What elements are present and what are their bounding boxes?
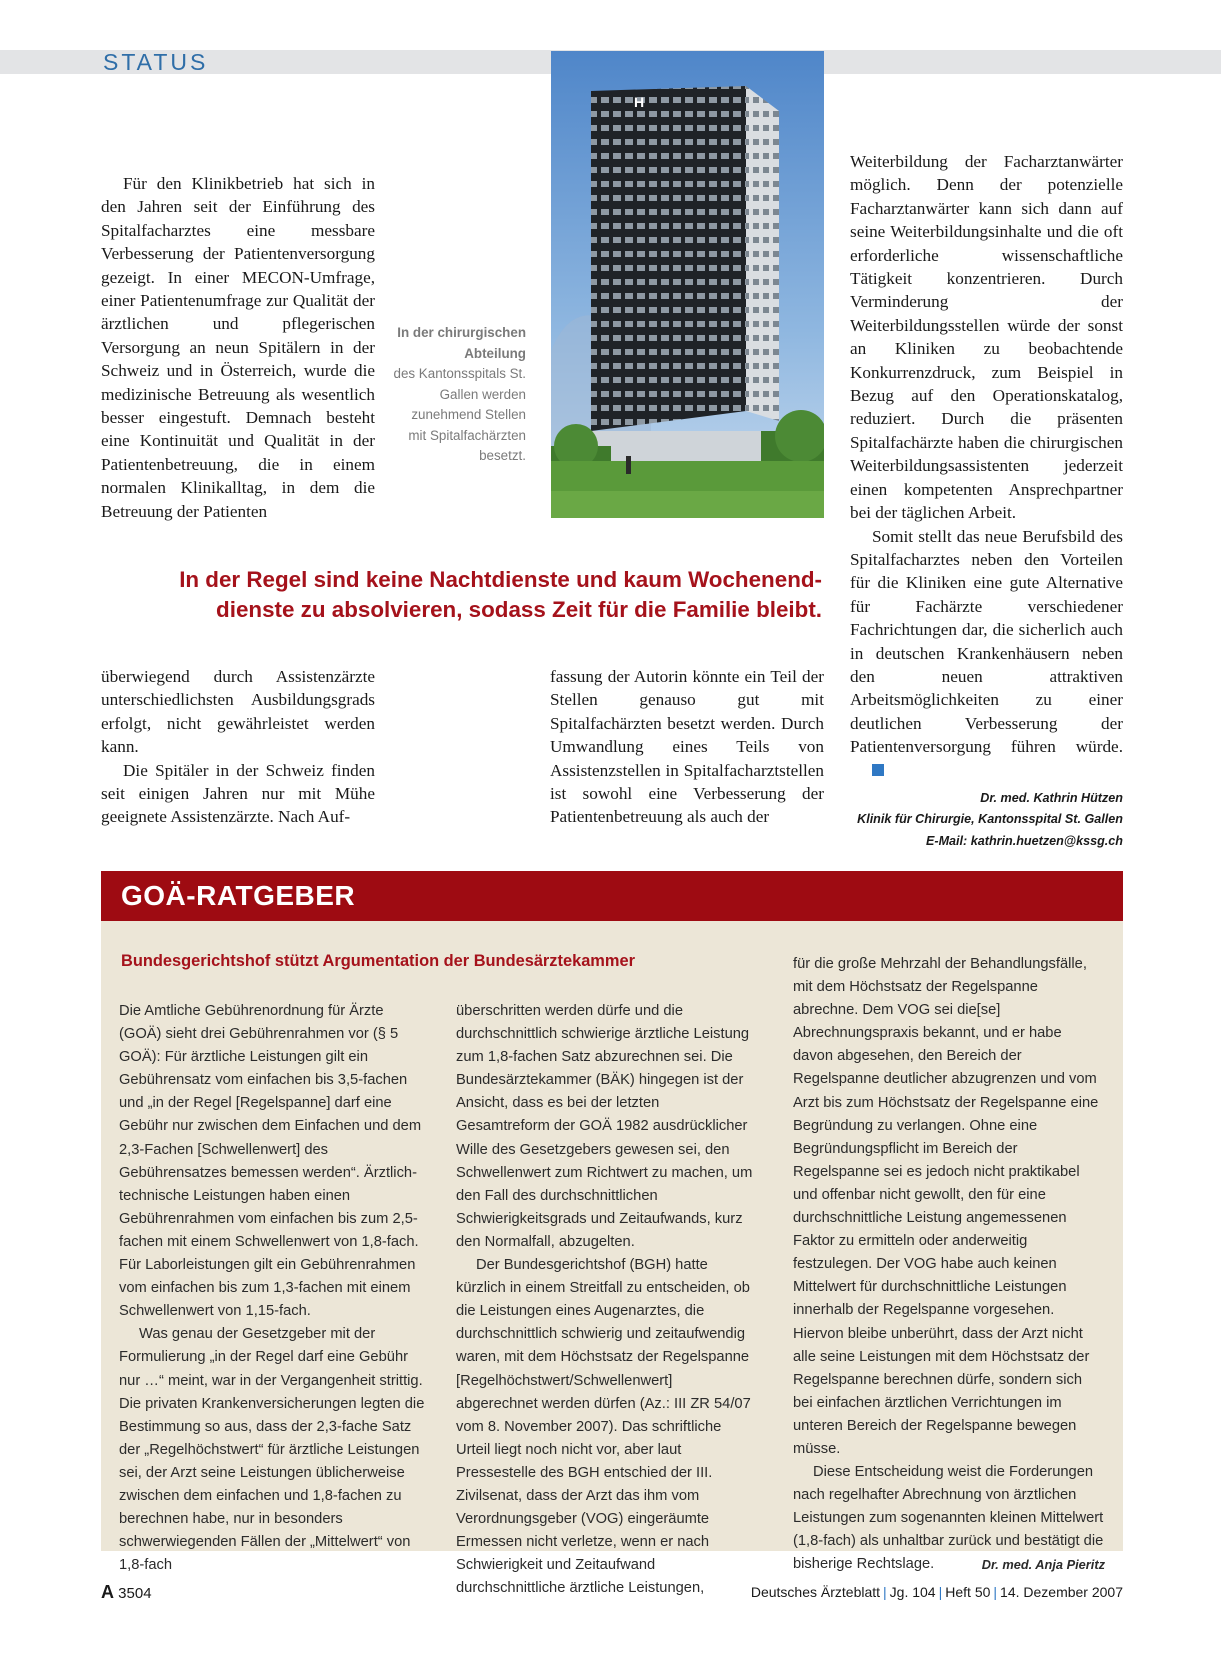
goa-paragraph: Was genau der Gesetzgeber mit der Formulierung „in der Regel darf eine Gebühr nur …“ meint, war in der Vergangenheit strittig. Die privaten Krankenversicherungen legten die Bestimmung so aus, dass der 2,3-fache Satz der „Regelhöchstwert“ für ärztliche Leistungen sei, der Arzt seine Leistungen üblicherweise zwischen dem einfachen und 1,8-fachen zu berechnen habe, nur in besonders schwerwiegenden Fällen der „Mittelwert“ von 1,8-fach [119,1326,425,1574]
author-affiliation: Klinik für Chirurgie, Kantonsspital St. Gallen [857,812,1123,827]
photo-caption [392,323,526,467]
article-paragraph: überwiegend durch Assistenzärzte unterschiedlichsten Ausbildungsgrads erfolgt, nicht gewährleistet werden kann. [101,667,375,757]
caption-text: des Kantonsspitals St. Gallen werden zunehmend Stellen mit Spitalfachärzten besetzt. [393,366,526,463]
separator-icon: | [938,1584,943,1600]
goa-subtitle: Bundesgerichtshof stützt Argumentation der Bundesärztekammer [121,952,635,970]
building-sign: H [634,94,645,110]
article-paragraph: fassung der Autorin könnte ein Teil der Stellen genauso gut mit Spitalfachärzten besetzt werden. Durch Umwandlung eines Teils von Assistenzstellen in Spitalfacharztstellen ist sowohl eine Verbesserung der Patientenbetreuung als auch der [550,667,824,827]
pull-quote [100,565,822,625]
page-number [101,1582,152,1604]
article-col2-bottom [550,665,824,829]
pull-quote-line: dienste zu absolvieren, sodass Zeit für die Familie bleibt. [216,597,822,622]
article-col3 [850,150,1123,852]
goa-paragraph-text: Diese Entscheidung weist die Forderungen nach regelhafter Abrechnung von ärztlichen Leistungen zum sogenannten kleinen Mittelwert (1,8-fach) als unhaltbar zurück und bestätigt die bisherige Rechtslage. [793,1464,1104,1573]
article-paragraph: Weiterbildung der Facharztanwärter möglich. Denn der potenzielle Facharztanwärter kann sich dann auf seine Weiterbildungsinhalte und die oft erforderliche wissenschaftliche Tätigkeit konzentrieren. Durch Verminderung der Weiterbildungsstellen würde der sonst an Kliniken zu beobachtende Konkurrenzdruck, zum Beispiel in Bezug auf den Operationskatalog, reduziert. Durch die präsenten Spitalfachärzte haben die chirurgischen Weiterbildungsassistenten jederzeit einen kompetenten Ansprechpartner bei der täglichen Arbeit. [850,152,1123,523]
end-mark-icon [872,764,884,776]
pull-quote-line: In der Regel sind keine Nachtdienste und kaum Wochenend- [179,567,822,592]
goa-author: Dr. med. Anja Pieritz [981,1557,1105,1573]
goa-title: GOÄ-RATGEBER [121,880,356,911]
journal-issue: Heft 50 [945,1584,991,1600]
goa-paragraph: für die große Mehrzahl der Behandlungsfälle, mit dem Höchstsatz der Regelspanne abrechne. Dem VOG sei die[se] Abrechnungspraxis bekannt, und er habe davon abgesehen, den Bereich der Regelspanne deutlicher abzugrenzen und vom Arzt bis zum Höchstsatz der Regelspanne eine Begründung zu verlangen. Ohne eine Begründungspflicht im Bereich der Regelspanne sei es jedoch nicht praktikabel und offenbar nicht gewollt, den für eine durchschnittliche Leistung angemessenen Faktor zu ermitteln oder anderweitig festzulegen. Der VOG habe auch keinen Mittelwert für durchschnittliche Leistungen innerhalb der Regelspanne vorgesehen. Hiervon bleibe unberührt, dass der Arzt nicht alle seine Leistungen mit dem Höchstsatz der Regelspanne berechnen dürfe, sondern sich bei einfachen ärztlichen Verrichtungen im unteren Bereich der Regelspanne bewegen müsse. [793,956,1099,1457]
separator-icon: | [883,1584,887,1600]
article-paragraph: Für den Klinikbetrieb hat sich in den Jahren seit der Einführung des Spitalfacharztes eine messbare Verbesserung der Patientenversorgung gezeigt. In einer MECON-Umfrage, einer Patientenumfrage zur Qualität der ärztlichen und pflegerischen Versorgung an neun Spitälern in der Schweiz und in Österreich, wurde die medizinische Betreuung als wesentlich besser eingestuft. Demnach besteht eine Kontinuität und Qualität in der Patientenbetreuung, die in einem normalen Klinikalltag, in dem die Betreuung der Patienten [101,174,375,521]
goa-col2 [456,1000,756,1600]
separator-icon: | [993,1584,998,1600]
page-number-value: 3504 [118,1585,152,1602]
author-name: Dr. med. Kathrin Hützen [980,790,1123,805]
article-col1-bottom [101,665,375,829]
goa-paragraph: Die Amtliche Gebührenordnung für Ärzte (GOÄ) sieht drei Gebührenrahmen vor (§ 5 GOÄ): Für ärztliche Leistungen gilt ein Gebührensatz vom einfachen bis 3,5-fachen und „in der Regel [Regelspanne] darf eine Gebühr nur zwischen dem Einfachen und dem 2,3-Fachen [Schwellenwert] des Gebührensatzes bemessen werden“. Ärztlich-technische Leistungen haben einen Gebührenrahmen vom einfachen bis zum 2,5-fachen mit einem Schwellenwert von 1,8-fach. Für Laborleistungen gilt ein Gebührenrahmen vom einfachen bis zum 1,3-fachen mit einem Schwellenwert von 1,15-fach. [119,1003,422,1320]
page-prefix: A [101,1582,114,1602]
author-email[interactable]: E-Mail: kathrin.huetzen@kssg.ch [925,833,1123,848]
article-paragraph: Die Spitäler in der Schweiz finden seit einigen Jahren nur mit Mühe geeignete Assistenzärzte. Nach Auf- [101,760,375,827]
goa-paragraph-end [793,1461,1105,1576]
goa-paragraph: überschritten werden dürfe und die durchschnittlich schwierige ärztliche Leistung zum 1,8-fachen Satz abzurechnen sei. Die Bundesärztekammer (BÄK) hingegen ist der Ansicht, dass es bei der letzten Gesamtreform der GOÄ 1982 ausdrücklicher Wille des Gesetzgebers gewesen sei, den Schwellenwert zum Richtwert zu machen, um den Fall des durchschnittlichen Schwierigkeitsgrads und Zeitaufwands, kurz den Normalfall, abzugelten. [456,1003,753,1250]
hospital-photo [551,51,824,518]
article-paragraph-text: Somit stellt das neue Berufsbild des Spitalfacharztes neben den Vorteilen für die Kliniken eine gute Alternative für Fachärzte verschiedener Fachrichtungen dar, die sicherlich auch in deutschen Krankenhäusern neben den neuen attraktiven Arbeitsmöglichkeiten zu einer deutlichen Verbesserung der Patientenversorgung führen würde. [850,526,1123,757]
journal-date: 14. Dezember 2007 [1000,1584,1123,1600]
goa-col3 [793,953,1105,1577]
journal-info [751,1582,1123,1602]
article-col1-top [101,172,375,523]
journal-name: Deutsches Ärzteblatt [750,1584,881,1600]
journal-volume: Jg. 104 [889,1584,936,1600]
section-label: STATUS [103,49,209,75]
goa-col1 [119,1000,429,1577]
caption-bold: In der chirurgischen Abteilung [397,325,526,361]
goa-paragraph: Der Bundesgerichtshof (BGH) hatte kürzlich in einem Streitfall zu entscheiden, ob die Leistungen eines Augenarztes, die durchschnittlich schwierig und zeitaufwendig waren, mit dem Höchstsatz der Regelspanne [Regelhöchstwert/Schwellenwert] abgerechnet werden dürfen (Az.: III ZR 54/07 vom 8. November 2007). Das schriftliche Urteil liegt noch nicht vor, aber laut Pressestelle des BGH entschied der III. Zivilsenat, dass der Arzt das ihm vom Verordnungsgeber (VOG) eingeräumte Ermessen nicht verletze, wenn er nach Schwierigkeit und Zeitaufwand durchschnittliche ärztliche Leistungen, [456,1257,751,1597]
author-signature [850,788,1123,853]
article-paragraph-end [850,525,1123,782]
